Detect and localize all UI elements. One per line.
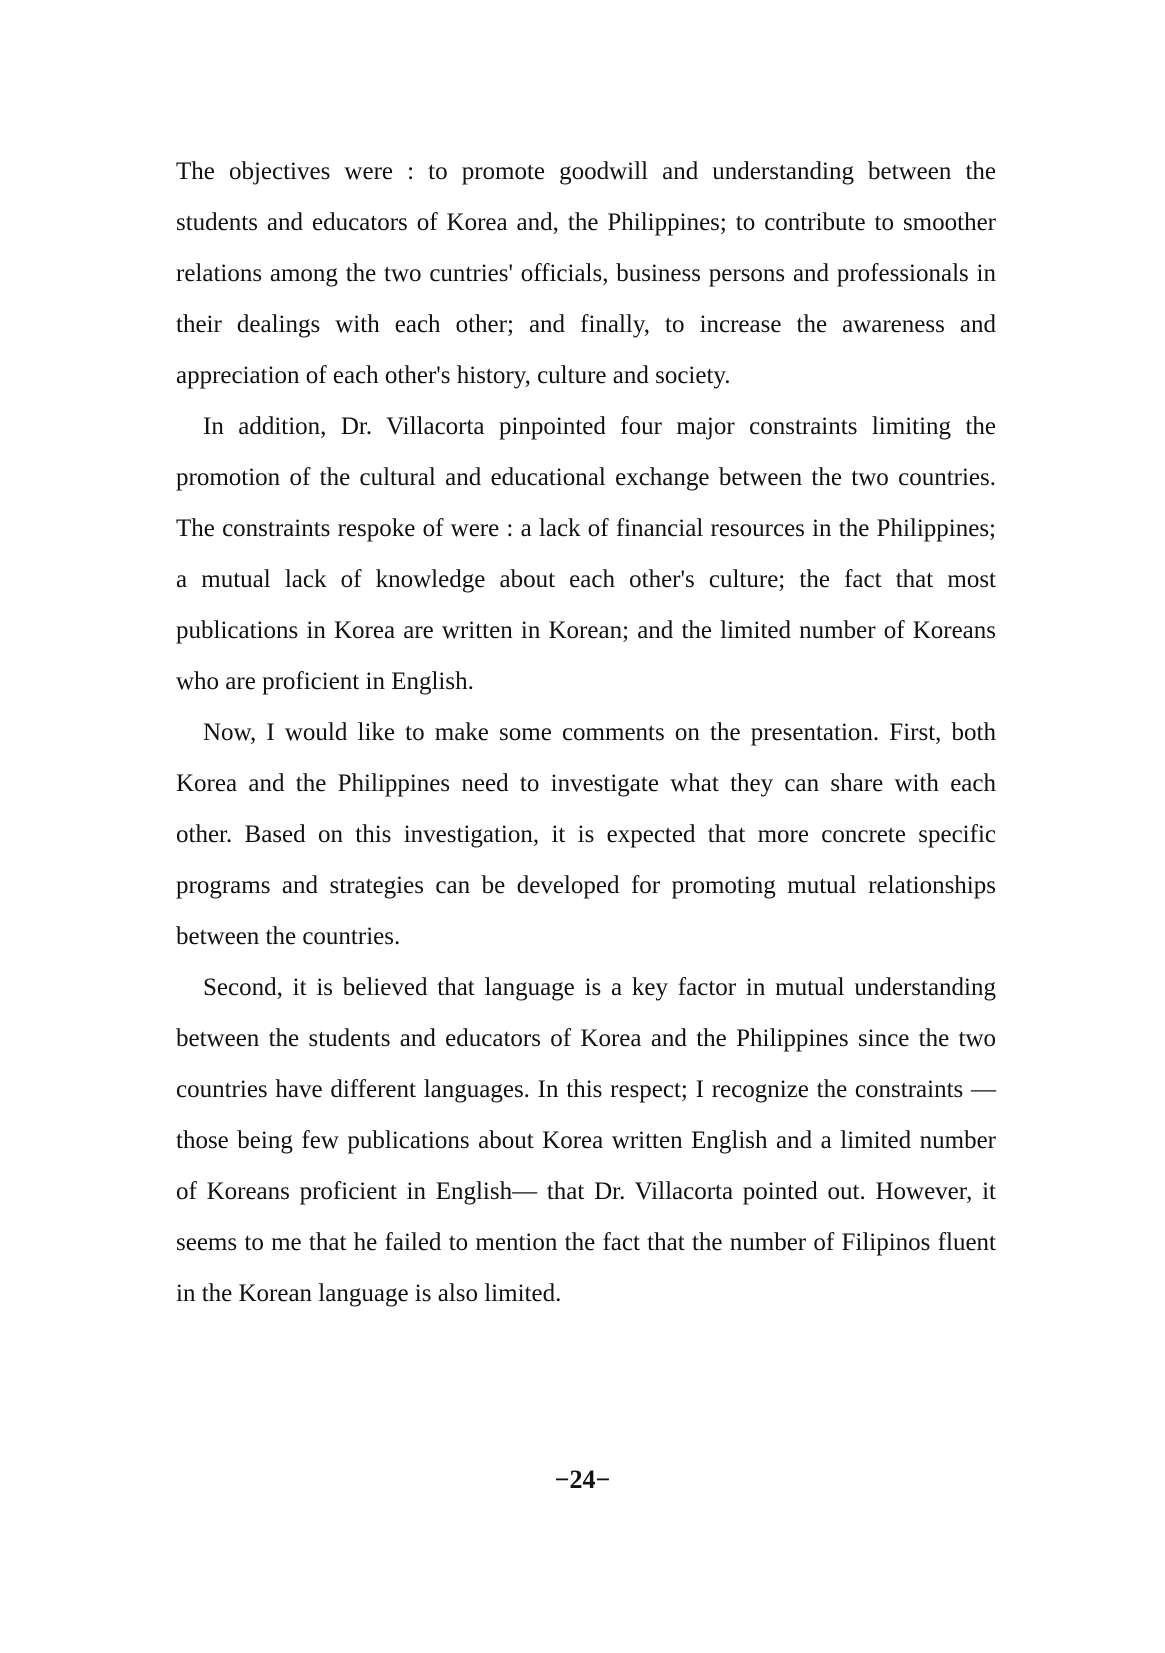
paragraph-constraints: In addition, Dr. Villacorta pinpointed four major constraints limiting the promotion of the cultural and educational exchange between the two countries. The constraints respoke of were : a lack of financial resources in the Philippines; a mutual lack of knowledge about each other's culture; the fact that most publications in Korea are written in Korean; and the limited number of Koreans who are proficient in English. (176, 413, 996, 695)
paragraph-objectives: The objectives were : to promote goodwill and understanding between the students and educators of Korea and, the Philippines; to contribute to smoother relations among the two cuntries' officials, business persons and professionals in their dealings with each other; and finally, to increase the awareness and appreciation of each other's history, culture and society. (176, 158, 996, 389)
paragraph-language: Second, it is believed that language is a key factor in mutual understanding between the students and educators of Korea and the Philippines since the two countries have different languages. In this respect; I recognize the constraints —those being few publications about Korea written English and a limited number of Koreans proficient in English— that Dr. Villacorta pointed out. However, it seems to me that he failed to mention the fact that the number of Filipinos fluent in the Korean language is also limited. (176, 974, 996, 1307)
page-number: −24− (554, 1465, 611, 1494)
body-text (176, 146, 996, 1319)
paragraph-comments: Now, I would like to make some comments on the presentation. First, both Korea and the Philippines need to investigate what they can share with each other. Based on this investigation, it is expected that more concrete specific programs and strategies can be developed for promoting mutual relationships between the countries. (176, 719, 996, 950)
